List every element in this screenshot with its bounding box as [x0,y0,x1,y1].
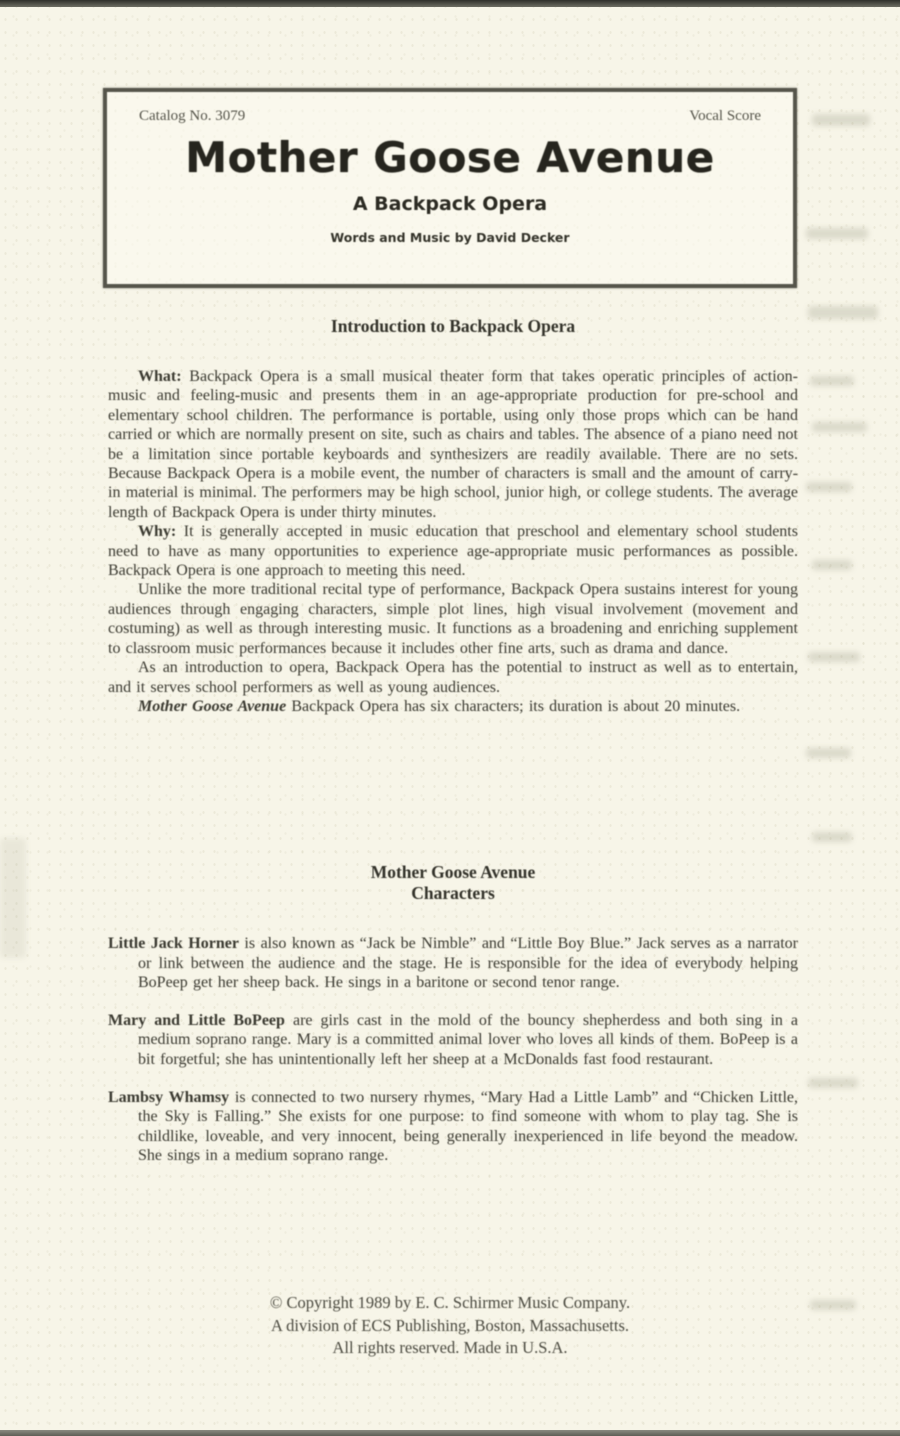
copyright-block [0,1292,900,1360]
character-description: are girls cast in the mold of the bouncy shepherdess and both sing in a medium soprano range. Mary is a committed animal lover who loves all kinds of them. BoPeep is a bit forgetful; she has unintentionally left her sheep at a McDonalds fast food restaurant. [138,1011,799,1068]
opera-title: Mother Goose Avenue [185,133,715,182]
character-description: is also known as “Jack be Nimble” and “Little Boy Blue.” Jack serves as a narrator or link between the audience and the stage. He is responsible for the idea of everybody helping BoPeep get her sheep back. He sings in a baritone or second tenor range. [138,935,798,992]
character-name: Mary and Little BoPeep [108,1011,285,1029]
byline: Words and Music by David Decker [330,230,570,245]
character-entry-lambsy-whamsy [108,1088,798,1166]
characters-heading [108,862,798,904]
intro-paragraph-instruct [108,658,798,697]
intro-paragraph-duration [108,697,798,716]
paragraph-text: It is generally accepted in music education that preschool and elementary school students need to have as many opportunities to experience age-appropriate music performances as possible. Backpack Opera is one approach to meeting this need. [108,523,798,580]
copyright-line-2: A division of ECS Publishing, Boston, Massachusetts. [271,1315,629,1335]
paragraph-lead: Mother Goose Avenue [138,697,292,715]
title-box-top-row [107,92,793,125]
intro-paragraph-what [108,367,798,522]
characters-heading-subtitle: Characters [411,883,495,903]
intro-paragraph-why [108,522,798,580]
opera-subtitle: A Backpack Opera [352,193,548,215]
characters-heading-title: Mother Goose Avenue [370,862,536,882]
copyright-line-3: All rights reserved. Made in U.S.A. [332,1338,568,1357]
paragraph-text: Backpack Opera is a small musical theater form that takes operatic principles of action-music and feeling-music and presents them in an age-appropriate production for pre-school and elementary school children. The performance is portable, using only those props which can be hand carried or which are normally present on site, such as chairs and tables. The absence of a piano need not be a limitation since portable keyboards and synthesizers are readily available. There are no sets. Because Backpack Opera is a mobile event, the number of characters is small and the amount of carry-in material is minimal. The performers may be high school, junior high, or college students. The average length of Backpack Opera is under thirty minutes. [108,368,799,521]
paragraph-text: Unlike the more traditional recital type of performance, Backpack Opera sustains interest for young audiences through engaging characters, simple plot lines, high visual involvement (movement and costuming) as well as through interesting music. It functions as a broadening and enriching supplement to classroom music performances because it includes other fine arts, such as drama and dance. [108,581,798,657]
paragraph-lead: Why: [138,523,184,541]
catalog-number: Catalog No. 3079 [139,108,246,124]
paragraph-text: As an introduction to opera, Backpack Opera has the potential to instruct as well as to entertain, and it serves school performers as well as young audiences. [108,659,798,696]
characters-section [108,862,798,1184]
character-name: Lambsy Whamsy [108,1088,230,1106]
copyright-line-1: © Copyright 1989 by E. C. Schirmer Music Company. [269,1293,631,1312]
title-box [103,88,797,288]
score-type-label: Vocal Score [689,108,761,124]
introduction-section [108,316,798,716]
paragraph-lead: What: [138,368,190,385]
character-entry-jack-horner [108,934,798,993]
character-description: is connected to two nursery rhymes, “Mary Had a Little Lamb” and “Chicken Little, the Sky is Falling.” She exists for one purpose: to find someone with whom to play tag. She is childlike, loveable, and very innocent, being generally inexperienced in life beyond the meadow. She sings in a medium soprano range. [138,1088,798,1165]
character-name: Little Jack Horner [108,935,239,952]
introduction-heading: Introduction to Backpack Opera [330,316,576,336]
intro-paragraph-unlike [108,580,798,658]
character-entry-mary-bopeep [108,1011,798,1070]
paragraph-text: Backpack Opera has six characters; its duration is about 20 minutes. [291,697,741,715]
